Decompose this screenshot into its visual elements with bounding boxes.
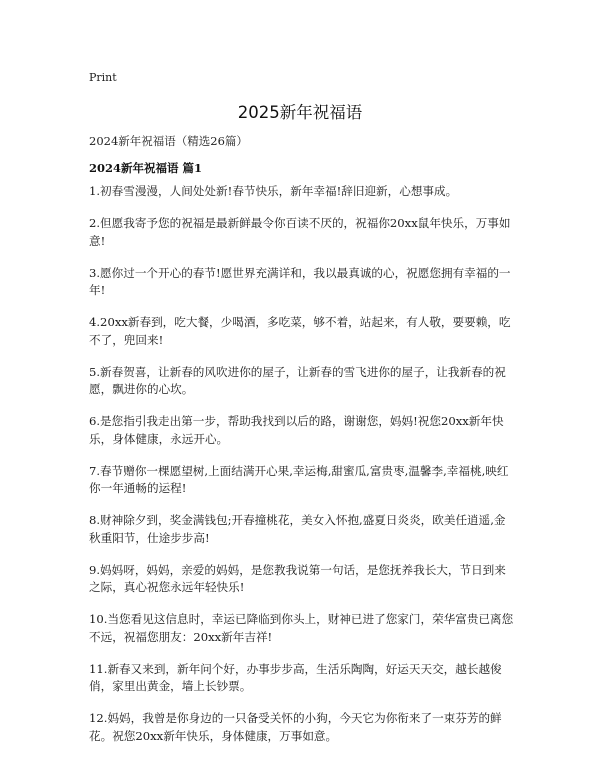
blessing-entry-5: 5.新春贺喜，让新春的风吹进你的屋子，让新春的雪飞进你的屋子，让我新春的祝愿，飘进你的心坎。: [89, 364, 506, 396]
blessing-list: [89, 183, 517, 760]
blessing-entry-11: 11.新春又来到，新年问个好，办事步步高，生活乐陶陶，好运天天交，越长越俊俏，家里出黄金，墙上长钞票。: [89, 661, 502, 693]
blessing-entry-10: 10.当您看见这信息时，幸运已降临到你头上，财神已进了您家门，荣华富贵已离您不远，祝福您朋友：20xx新年吉祥!: [89, 612, 514, 644]
document-subtitle: 2024新年祝福语（精选26篇）: [89, 134, 248, 148]
document-title: 2025新年祝福语: [237, 103, 363, 122]
blessing-entry-1: 1.初春雪漫漫，人间处处新!春节快乐，新年幸福!辞旧迎新，心想事成。: [89, 184, 458, 198]
blessing-entry-9: 9.妈妈呀，妈妈，亲爱的妈妈，是您教我说第一句话，是您抚养我长大，节日到来之际，真心祝您永远年轻快乐!: [89, 562, 506, 594]
blessing-entry-6: 6.是您指引我走出第一步，帮助我找到以后的路，谢谢您，妈妈!祝您20xx新年快乐，身体健康，永远开心。: [89, 414, 504, 446]
blessing-entry-4: 4.20xx新春到，吃大餐，少喝酒，多吃菜，够不着，站起来，有人敬，要要赖，吃不了，兜回来!: [89, 315, 511, 347]
blessing-entry-7: 7.春节赠你一棵愿望树,上面结满开心果,幸运梅,甜蜜瓜,富贵枣,温馨李,幸福桃,映红你一年通畅的运程!: [89, 463, 509, 495]
print-label: Print: [89, 71, 117, 84]
section-heading: 2024新年祝福语 篇1: [89, 161, 203, 175]
blessing-entry-12: 12.妈妈，我曾是你身边的一只备受关怀的小狗，今天它为你衔来了一束芬芳的鲜花。祝您20xx新年快乐，身体健康，万事如意。: [89, 711, 502, 743]
blessing-entry-8: 8.财神除夕到，奖金满钱包;开春撞桃花，美女入怀抱,盛夏日炎炎，欧美任逍遥,金秋重阳节，仕途步步高!: [89, 513, 506, 545]
blessing-entry-2: 2.但愿我寄予您的祝福是最新鲜最令你百读不厌的，祝福你20xx鼠年快乐，万事如意!: [89, 216, 511, 248]
blessing-entry-3: 3.愿你过一个开心的春节!愿世界充满详和，我以最真诚的心，祝愿您拥有幸福的一年!: [89, 265, 511, 297]
